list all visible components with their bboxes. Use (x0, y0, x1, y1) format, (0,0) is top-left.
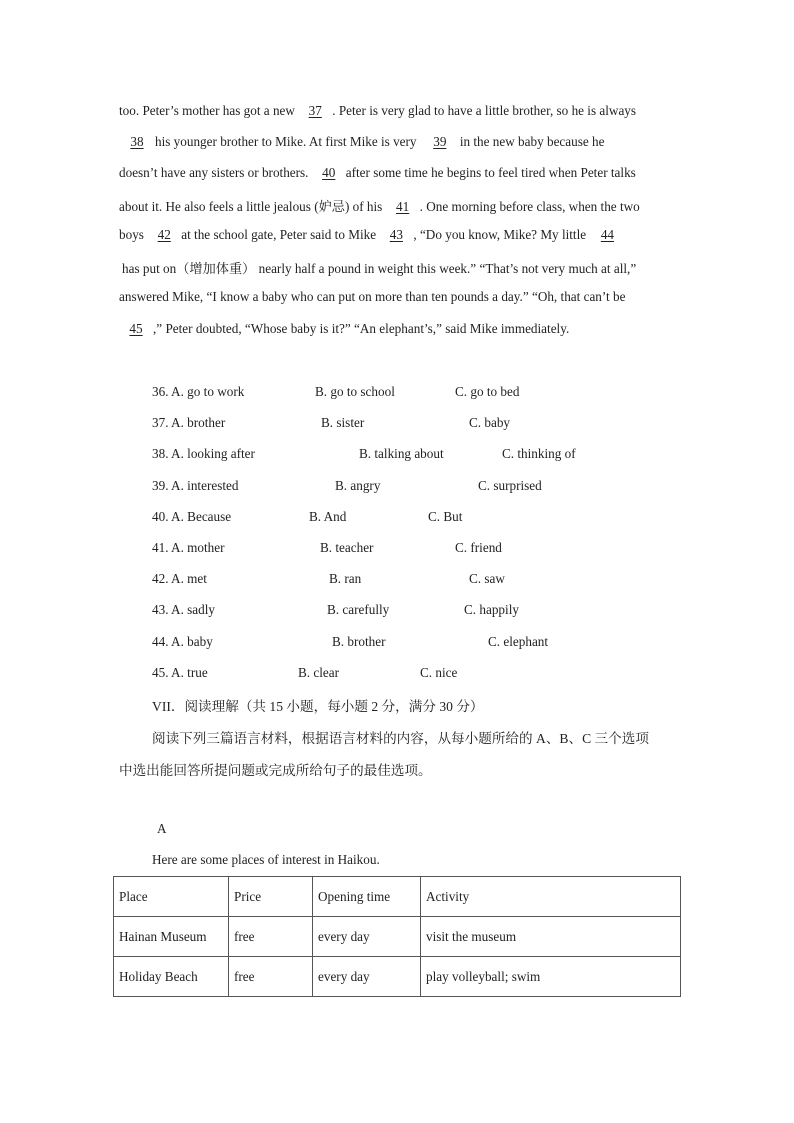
passage-line (122, 258, 636, 277)
question-options (152, 446, 672, 466)
blank-44: 44 (600, 227, 615, 242)
option-b: B. sister (321, 415, 365, 430)
question-options (152, 540, 672, 560)
blank-41: 41 (396, 199, 410, 214)
option-a: 40. A. Because (152, 509, 232, 524)
table-cell: play volleyball; swim (421, 957, 681, 997)
table-cell: visit the museum (421, 917, 681, 957)
section-heading: VII．阅读理解（共 15 小题，每小题 2 分，满分 30 分） (152, 699, 484, 714)
blank-40: 40 (322, 165, 336, 180)
option-a: 39. A. interested (152, 478, 239, 493)
passage-text: has put on（增加体重） nearly half a pound in weight this week.” “That’s not very much at all,” (122, 261, 637, 276)
option-b: B. angry (335, 478, 381, 493)
passage-text: ,” Peter doubted, “Whose baby is it?” “An elephant’s,” said Mike immediately. (153, 321, 570, 336)
option-c: C. happily (464, 602, 519, 617)
option-c: C. nice (420, 665, 458, 680)
table-row (114, 917, 681, 957)
passage-line (119, 289, 625, 305)
option-b: B. ran (329, 571, 362, 586)
option-c: C. baby (469, 415, 511, 430)
table-cell: free (229, 917, 313, 957)
passage-text: boys (119, 227, 148, 242)
question-options (152, 634, 672, 654)
option-a: 45. A. true (152, 665, 208, 680)
option-a: 38. A. looking after (152, 446, 255, 461)
section-instruction: 中选出能回答所提问题或完成所给句子的最佳选项。 (119, 763, 432, 778)
option-a: 44. A. baby (152, 634, 213, 649)
option-a: 37. A. brother (152, 415, 226, 430)
option-c: C. saw (469, 571, 505, 586)
header-cell: Place (114, 877, 229, 917)
passage-text: about it. He also feels a little jealous (妒忌) of his (119, 199, 386, 214)
option-b: B. And (309, 509, 347, 524)
passage-line (119, 227, 625, 243)
table-header-row (114, 877, 681, 917)
option-c: C. friend (455, 540, 502, 555)
passage-text: . Peter is very glad to have a little brother, so he is always (332, 103, 637, 118)
table-cell: every day (313, 917, 421, 957)
blank-45: 45 (129, 321, 143, 336)
blank-37: 37 (308, 103, 322, 118)
question-options (152, 602, 672, 622)
blank-38: 38 (130, 134, 144, 149)
passage-text: too. Peter’s mother has got a new (119, 103, 299, 118)
question-options (152, 509, 672, 529)
section-instruction: 阅读下列三篇语言材料，根据语言材料的内容，从每小题所给的 A、B、C 三个选项 (152, 731, 649, 746)
option-c: C. go to bed (455, 384, 520, 399)
passage-line (119, 165, 636, 181)
passage-text: answered Mike, “I know a baby who can put on more than ten pounds a day.” “Oh, that can’t be (119, 289, 626, 304)
part-label: A (157, 821, 167, 836)
question-options (152, 478, 672, 498)
option-b: B. go to school (315, 384, 395, 399)
option-a: 43. A. sadly (152, 602, 216, 617)
option-c: C. But (428, 509, 463, 524)
option-c: C. thinking of (502, 446, 576, 461)
passage-text: in the new baby because he (459, 134, 605, 149)
option-a: 42. A. met (152, 571, 207, 586)
option-b: B. teacher (320, 540, 374, 555)
table-cell: free (229, 957, 313, 997)
passage-line (119, 321, 569, 337)
blank-39: 39 (433, 134, 447, 149)
option-a: 41. A. mother (152, 540, 225, 555)
passage-text: his younger brother to Mike. At first Mike is very (155, 134, 420, 149)
table-row (114, 957, 681, 997)
option-b: B. carefully (327, 602, 390, 617)
option-b: B. talking about (359, 446, 444, 461)
passage-text: . One morning before class, when the two (419, 199, 640, 214)
passage-text: doesn’t have any sisters or brothers. (119, 165, 312, 180)
passage-line (119, 103, 636, 119)
passage-text: at the school gate, Peter said to Mike (181, 227, 380, 242)
header-cell: Price (229, 877, 313, 917)
question-options (152, 571, 672, 591)
table-cell: every day (313, 957, 421, 997)
header-cell: Activity (421, 877, 681, 917)
question-options (152, 384, 672, 404)
places-table (113, 876, 681, 997)
passage-text: , “Do you know, Mike? My little (413, 227, 590, 242)
passage-line (119, 134, 604, 150)
option-c: C. surprised (478, 478, 542, 493)
table-cell: Holiday Beach (114, 957, 229, 997)
passage-text: after some time he begins to feel tired when Peter talks (345, 165, 636, 180)
part-intro: Here are some places of interest in Haikou. (152, 852, 380, 867)
option-c: C. elephant (488, 634, 549, 649)
blank-43: 43 (389, 227, 403, 242)
question-options (152, 415, 672, 435)
blank-42: 42 (157, 227, 171, 242)
passage-line (119, 196, 640, 215)
option-a: 36. A. go to work (152, 384, 245, 399)
option-b: B. brother (332, 634, 386, 649)
header-cell: Opening time (313, 877, 421, 917)
option-b: B. clear (298, 665, 340, 680)
question-options (152, 665, 672, 685)
table-cell: Hainan Museum (114, 917, 229, 957)
